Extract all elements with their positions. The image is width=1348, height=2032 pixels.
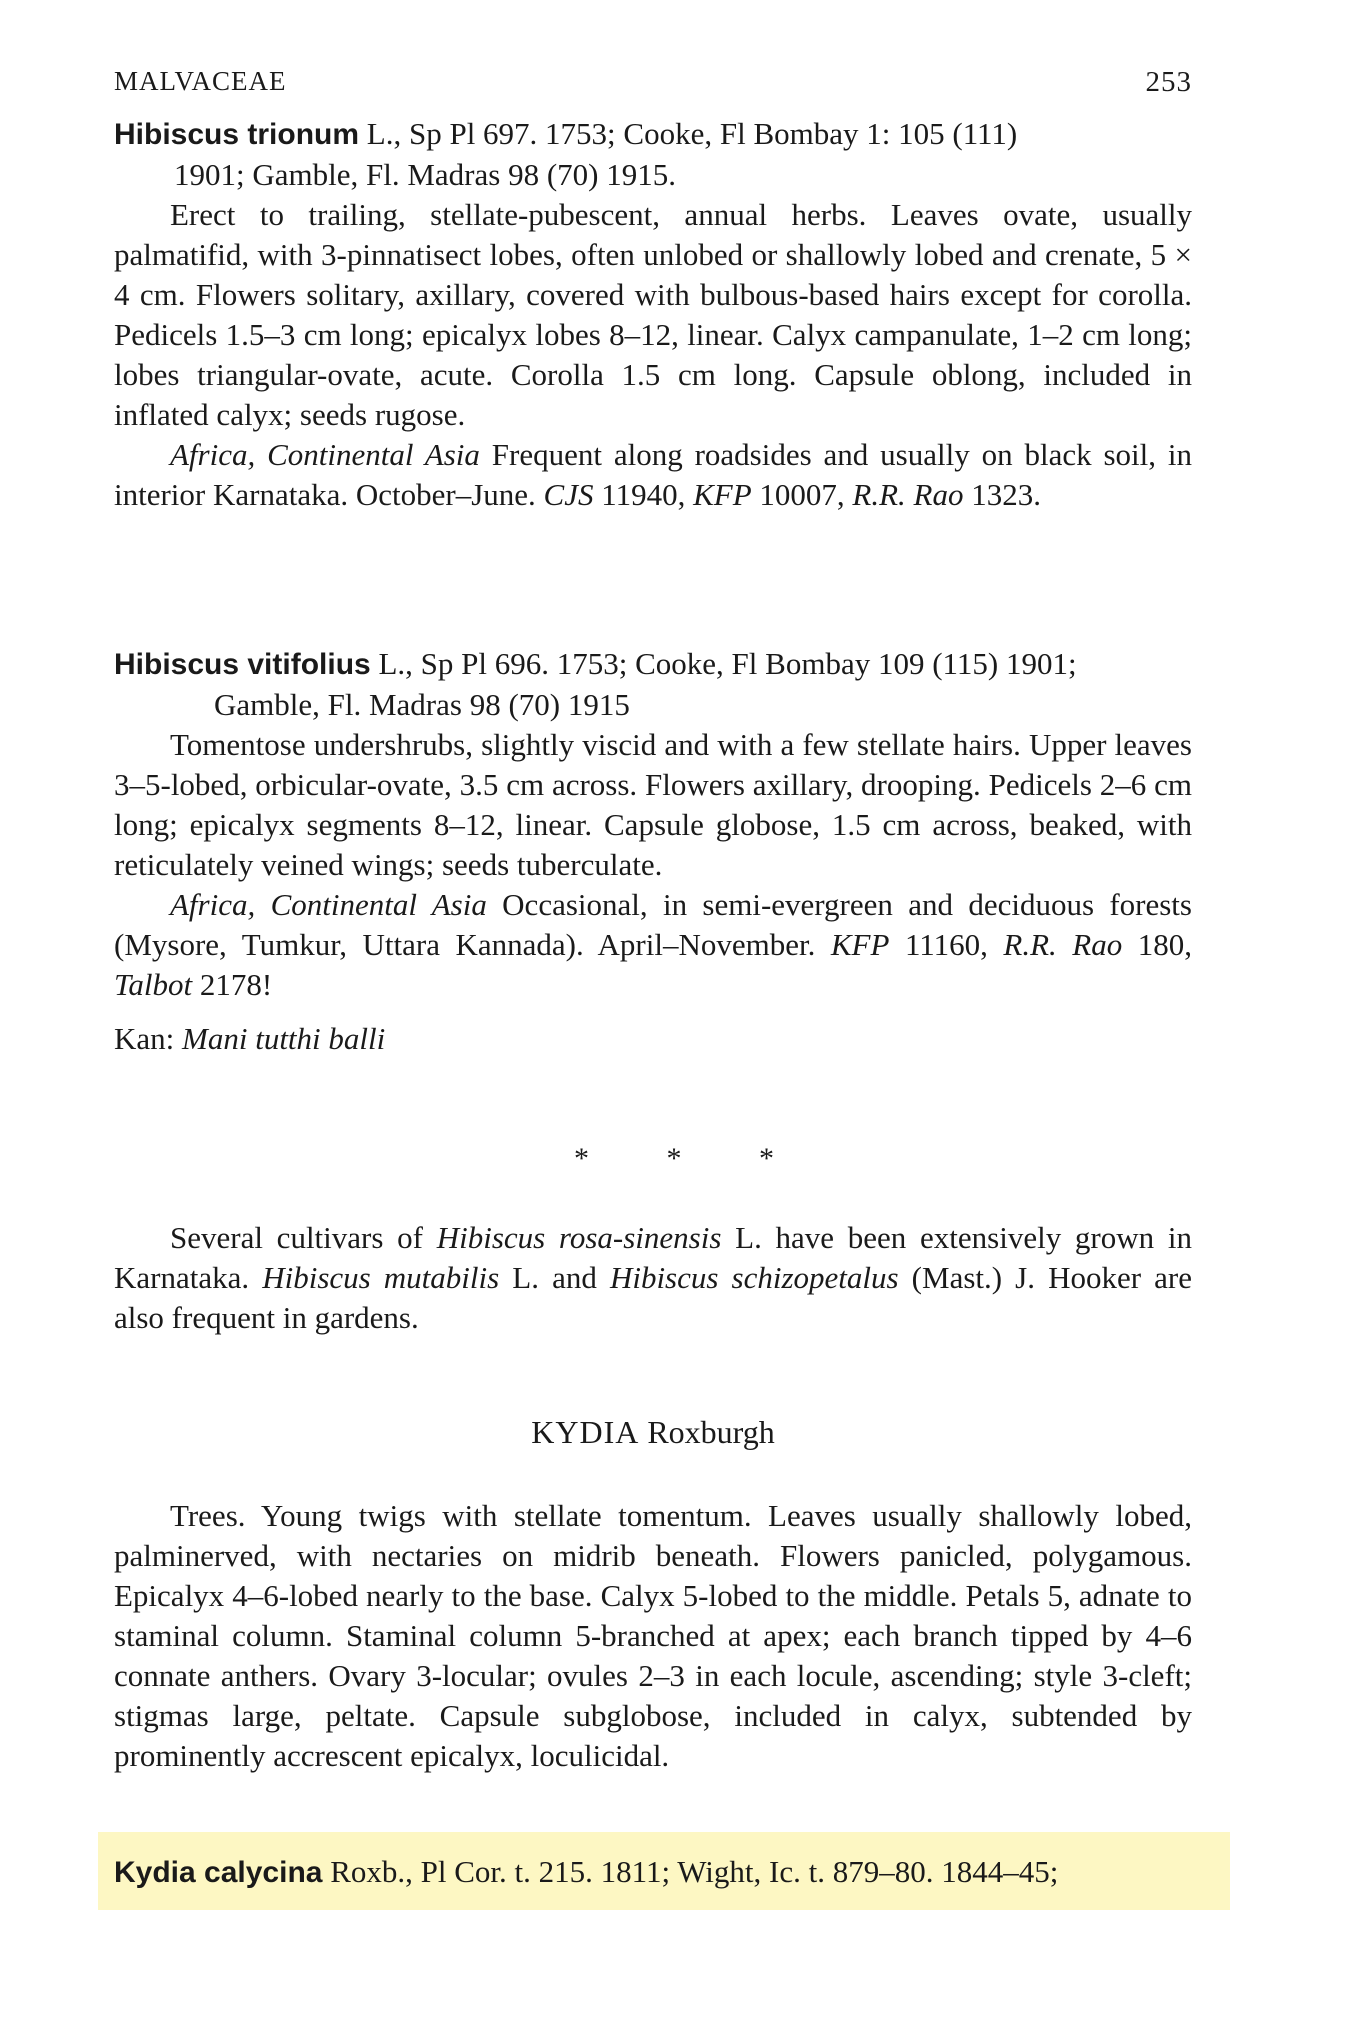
vernacular-name [114,1019,1192,1059]
note-text: L. and [499,1260,610,1295]
taxon-name: Hibiscus mutabilis [262,1260,500,1295]
specimen-number: 180, [1122,927,1193,962]
specimen-collector: R.R. Rao [852,477,964,512]
cultivars-paragraph [114,1218,1192,1338]
specimen-collector: Talbot [114,967,193,1002]
distribution-region: Africa, Continental Asia [170,437,480,472]
specimen-number: 10007, [751,477,853,512]
taxon-name: Hibiscus schizopetalus [609,1260,899,1295]
note-text: Several cultivars of [170,1220,437,1255]
section-title: MALVACEAE [114,66,287,96]
specimen-number: 1323. [963,477,1041,512]
genus-name: KYDIA [531,1414,640,1450]
specimen-number: 11940, [593,477,694,512]
genus-heading [114,1414,1192,1451]
vernacular-language: Kan: [114,1021,183,1056]
species-entry-kydia-calycina [114,1852,1192,1893]
specimen-collector: KFP [830,927,890,962]
species-citation [114,644,1192,725]
citation-continuation: Gamble, Fl. Madras 98 (70) 1915 [214,687,630,722]
species-citation [114,114,1192,195]
species-name: Hibiscus trionum [114,118,360,151]
distribution-region: Africa, Continental Asia [170,887,487,922]
taxon-name: Hibiscus rosa-sinensis [436,1220,722,1255]
genus-description: Trees. Young twigs with stellate tomentum. Leaves usually shallowly lobed, palminerved, with nectaries on midrib beneath. Flowers panicled, polygamous. Epicalyx 4–6-lobed nearly to the base. Calyx 5-lobed to the middle. Petals 5, adnate to staminal column. Staminal column 5-branched at apex; each branch tipped by 4–6 connate anthers. Ovary 3-locular; ovules 2–3 in each locule, ascending; style 3-cleft; stigmas large, peltate. Capsule subglobose, included in calyx, subtended by prominently accrescent epicalyx, loculicidal. [114,1498,1192,1773]
species-entry-hibiscus-vitifolius [114,644,1192,1059]
citation-text: L., Sp Pl 697. 1753; Cooke, Fl Bombay 1: 105 (111) [359,116,1018,151]
specimen-number: 2178! [192,967,273,1002]
genus-author: Roxburgh [639,1414,775,1450]
page-number: 253 [1145,66,1192,98]
vernacular-term: Mani tutthi balli [182,1021,386,1056]
specimen-collector: CJS [543,477,594,512]
distribution-text: Occasional, in semi-evergreen and deciduous forests (Mysore, Tumkur, Uttara Kannada). April–November. [114,887,1192,962]
species-distribution [114,435,1192,515]
species-description: Tomentose undershrubs, slightly viscid and with a few stellate hairs. Upper leaves 3–5-lobed, orbicular-ovate, 3.5 cm across. Flowers axillary, drooping. Pedicels 2–6 cm long; epicalyx segments 8–12, linear. Capsule globose, 1.5 cm across, beaked, with reticulately veined wings; seeds tuberculate. [114,727,1192,882]
species-name: Hibiscus vitifolius [114,648,371,681]
genus-description-block [114,1496,1192,1776]
species-distribution [114,885,1192,1005]
citation-text: Roxb., Pl Cor. t. 215. 1811; Wight, Ic. t. 879–80. 1844–45; [322,1854,1059,1889]
species-name: Kydia calycina [114,1856,323,1889]
cultivars-note [114,1218,1192,1338]
species-entry-hibiscus-trionum [114,114,1192,515]
section-separator: * * * [574,1142,774,1175]
specimen-collector: KFP [693,477,752,512]
specimen-number: 11160, [889,927,1004,962]
distribution-text: Frequent along roadsides and usually on black soil, in interior Karnataka. October–June. [114,437,1192,512]
species-description: Erect to trailing, stellate-pubescent, annual herbs. Leaves ovate, usually palmatifid, with 3-pinnatisect lobes, often unlobed or shallowly lobed and crenate, 5 × 4 cm. Flowers solitary, axillary, covered with bulbous-based hairs except for corolla. Pedicels 1.5–3 cm long; epicalyx lobes 8–12, linear. Calyx campanulate, 1–2 cm long; lobes triangular-ovate, acute. Corolla 1.5 cm long. Capsule oblong, included in inflated calyx; seeds rugose. [114,197,1192,432]
note-text: L. have been extensively grown in Karnataka. [114,1220,1192,1295]
citation-continuation: 1901; Gamble, Fl. Madras 98 (70) 1915. [174,157,676,192]
specimen-collector: R.R. Rao [1003,927,1123,962]
note-text: (Mast.) J. Hooker are also frequent in gardens. [114,1260,1192,1335]
citation-text: L., Sp Pl 696. 1753; Cooke, Fl Bombay 109 (115) 1901; [370,646,1077,681]
